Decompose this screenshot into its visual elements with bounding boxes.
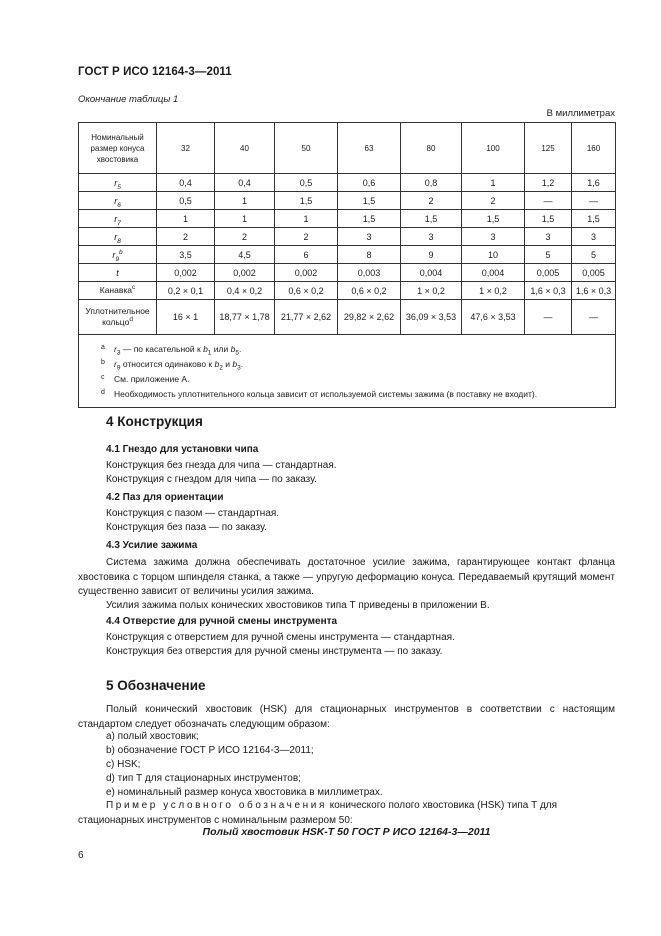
table-cell: 0,2 × 0,1 — [157, 282, 215, 300]
table-cell: 0,004 — [462, 264, 525, 282]
table-cell: 9 — [401, 246, 462, 264]
table-cell: 3 — [462, 228, 525, 246]
list-item: c) HSK; — [106, 759, 141, 770]
note-a: a $r_3$ — по касательной к $b_1$ или $b_5$. — [101, 344, 242, 357]
table-cell: — — [525, 300, 572, 335]
header-size: 80 — [401, 123, 462, 174]
paragraph: Система зажима должна обеспечивать достаточное усилие зажима, гарантирующее контакт фланца хвостовика с торцом шпинделя станка, а также — упругую деформацию конуса. Передаваемый крутящий момент существенно зависит от величины усилия зажима. — [78, 557, 615, 597]
table-cell: — — [572, 192, 616, 210]
table-cell: — — [525, 192, 572, 210]
table-cell: 0,6 × 0,2 — [338, 282, 401, 300]
table-cell: 0,003 — [338, 264, 401, 282]
table-cell: 0,4 — [215, 174, 275, 192]
table-cell: 16 × 1 — [157, 300, 215, 335]
table-cell: 5 — [572, 246, 616, 264]
table-notes — [79, 335, 616, 408]
dimensions-table — [78, 122, 616, 408]
table-cell: 0,8 — [401, 174, 462, 192]
table-cell: 3 — [525, 228, 572, 246]
table-row — [79, 192, 616, 210]
table-header-row — [79, 123, 616, 174]
text-line: Конструкция с гнездом для чипа — по заказу. — [106, 474, 317, 485]
section-4-2-title: 4.2 Паз для ориентации — [106, 492, 224, 503]
table-cell: 0,005 — [525, 264, 572, 282]
table-cell: 2 — [462, 192, 525, 210]
text-line: Усилия зажима полых конических хвостовиков типа Т приведены в приложении В. — [106, 600, 490, 611]
table-cell: 36,09 × 3,53 — [401, 300, 462, 335]
table-cell: 1,5 — [572, 210, 616, 228]
text-line: Конструкция без отверстия для ручной смены инструмента — по заказу. — [106, 646, 443, 657]
table-cell: 0,6 × 0,2 — [275, 282, 338, 300]
table-caption: Окончание таблицы 1 — [78, 94, 179, 105]
section-5-title: 5 Обозначение — [106, 678, 206, 693]
table-row — [79, 300, 616, 335]
row-label: Уплотнительное кольцо$^d$ — [79, 300, 157, 335]
header-size: 63 — [338, 123, 401, 174]
section-4-1-title: 4.1 Гнездо для установки чипа — [106, 444, 259, 455]
table-row — [79, 282, 616, 300]
row-label: $r_5$ — [79, 174, 157, 192]
table-cell: 3 — [338, 228, 401, 246]
header-label: Номинальный размер конуса хвостовика — [79, 123, 157, 174]
table-cell: 0,002 — [215, 264, 275, 282]
table-cell: 21,77 × 2,62 — [275, 300, 338, 335]
table-cell: 1,5 — [525, 210, 572, 228]
table-cell: 2 — [401, 192, 462, 210]
section-4-title: 4 Конструкция — [106, 414, 203, 429]
table-cell: 1,2 — [525, 174, 572, 192]
table-cell: 0,004 — [401, 264, 462, 282]
table-cell: 3,5 — [157, 246, 215, 264]
table-cell: 1 — [215, 210, 275, 228]
list-item: b) обозначение ГОСТ Р ИСО 12164-3—2011; — [106, 745, 314, 756]
table-cell: 3 — [572, 228, 616, 246]
table-units: В миллиметрах — [546, 108, 615, 119]
header-size: 125 — [525, 123, 572, 174]
header-size: 32 — [157, 123, 215, 174]
table-cell: 2 — [157, 228, 215, 246]
text-line: Конструкция без паза — по заказу. — [106, 522, 267, 533]
header-size: 160 — [572, 123, 616, 174]
table-cell: 0,4 × 0,2 — [215, 282, 275, 300]
table-cell: — — [572, 300, 616, 335]
note-d: d Необходимость уплотнительного кольца зависит от используемой системы зажима (в поставку не входит). — [101, 389, 538, 399]
table-cell: 1,5 — [338, 210, 401, 228]
table-cell: 1 × 0,2 — [462, 282, 525, 300]
table-cell: 3 — [401, 228, 462, 246]
table-cell: 1,5 — [275, 192, 338, 210]
row-label: $r_9^b$ — [79, 246, 157, 264]
row-label: $r_7$ — [79, 210, 157, 228]
note-b: b $r_9$ относится одинаково к $b_2$ и $b_3$. — [101, 359, 244, 372]
table-cell: 8 — [338, 246, 401, 264]
table-cell: 1 — [462, 174, 525, 192]
table-cell: 1 — [157, 210, 215, 228]
text-line: Конструкция без гнезда для чипа — стандартная. — [106, 460, 337, 471]
table-cell: 0,002 — [157, 264, 215, 282]
table-cell: 0,4 — [157, 174, 215, 192]
header-size: 50 — [275, 123, 338, 174]
row-label: t — [79, 264, 157, 282]
table-cell: 18,77 × 1,78 — [215, 300, 275, 335]
table-cell: 2 — [275, 228, 338, 246]
table-cell: 0,5 — [275, 174, 338, 192]
table-cell: 1,5 — [401, 210, 462, 228]
list-item: e) номинальный размер конуса хвостовика в миллиметрах. — [106, 787, 383, 798]
page-number: 6 — [78, 850, 84, 861]
table-cell: 1,6 × 0,3 — [525, 282, 572, 300]
table-cell: 10 — [462, 246, 525, 264]
table-cell: 1,6 × 0,3 — [572, 282, 616, 300]
table-cell: 29,82 × 2,62 — [338, 300, 401, 335]
table-cell: 1 — [275, 210, 338, 228]
table-cell: 1,6 — [572, 174, 616, 192]
table-cell: 0,002 — [275, 264, 338, 282]
header-size: 40 — [215, 123, 275, 174]
row-label: Канавка$^c$ — [79, 282, 157, 300]
list-item: d) тип Т для стационарных инструментов; — [106, 773, 301, 784]
section-4-4-title: 4.4 Отверстие для ручной смены инструмента — [106, 616, 338, 627]
header-size: 100 — [462, 123, 525, 174]
table-cell: 1 × 0,2 — [401, 282, 462, 300]
list-item: a) полый хвостовик; — [106, 731, 199, 742]
row-label: $r_8$ — [79, 228, 157, 246]
table-cell: 1 — [215, 192, 275, 210]
designation-example: Полый хвостовик HSK-T 50 ГОСТ Р ИСО 12164-3—2011 — [202, 826, 491, 838]
paragraph: Полый конический хвостовик (HSK) для стационарных инструментов в соответствии с настоящим стандартом следует обозначать следующим образом: — [78, 704, 615, 730]
table-row — [79, 246, 616, 264]
table-cell: 0,5 — [157, 192, 215, 210]
row-label: $r_6$ — [79, 192, 157, 210]
table-cell: 6 — [275, 246, 338, 264]
table-row — [79, 174, 616, 192]
table-cell: 2 — [215, 228, 275, 246]
note-c: c См. приложение А. — [101, 374, 190, 384]
text-line: Конструкция с пазом — стандартная. — [106, 508, 280, 519]
example-paragraph: Пример условного обозначения конического полого хвостовика (HSK) типа Т для стационарных инструментов с номинальным размером 50: — [78, 800, 558, 826]
table-row — [79, 210, 616, 228]
table-row — [79, 228, 616, 246]
table-cell: 1,5 — [462, 210, 525, 228]
table-cell: 1,5 — [338, 192, 401, 210]
section-4-3-title: 4.3 Усилие зажима — [106, 540, 198, 551]
table-cell: 0,6 — [338, 174, 401, 192]
table-cell: 0,005 — [572, 264, 616, 282]
page-header: ГОСТ Р ИСО 12164-3—2011 — [78, 66, 232, 78]
table-row — [79, 264, 616, 282]
table-cell: 4,5 — [215, 246, 275, 264]
table-cell: 47,6 × 3,53 — [462, 300, 525, 335]
table-cell: 5 — [525, 246, 572, 264]
example-label: Пример условного обозначения — [106, 800, 327, 811]
text-line: Конструкция с отверстием для ручной смены инструмента — стандартная. — [106, 632, 455, 643]
